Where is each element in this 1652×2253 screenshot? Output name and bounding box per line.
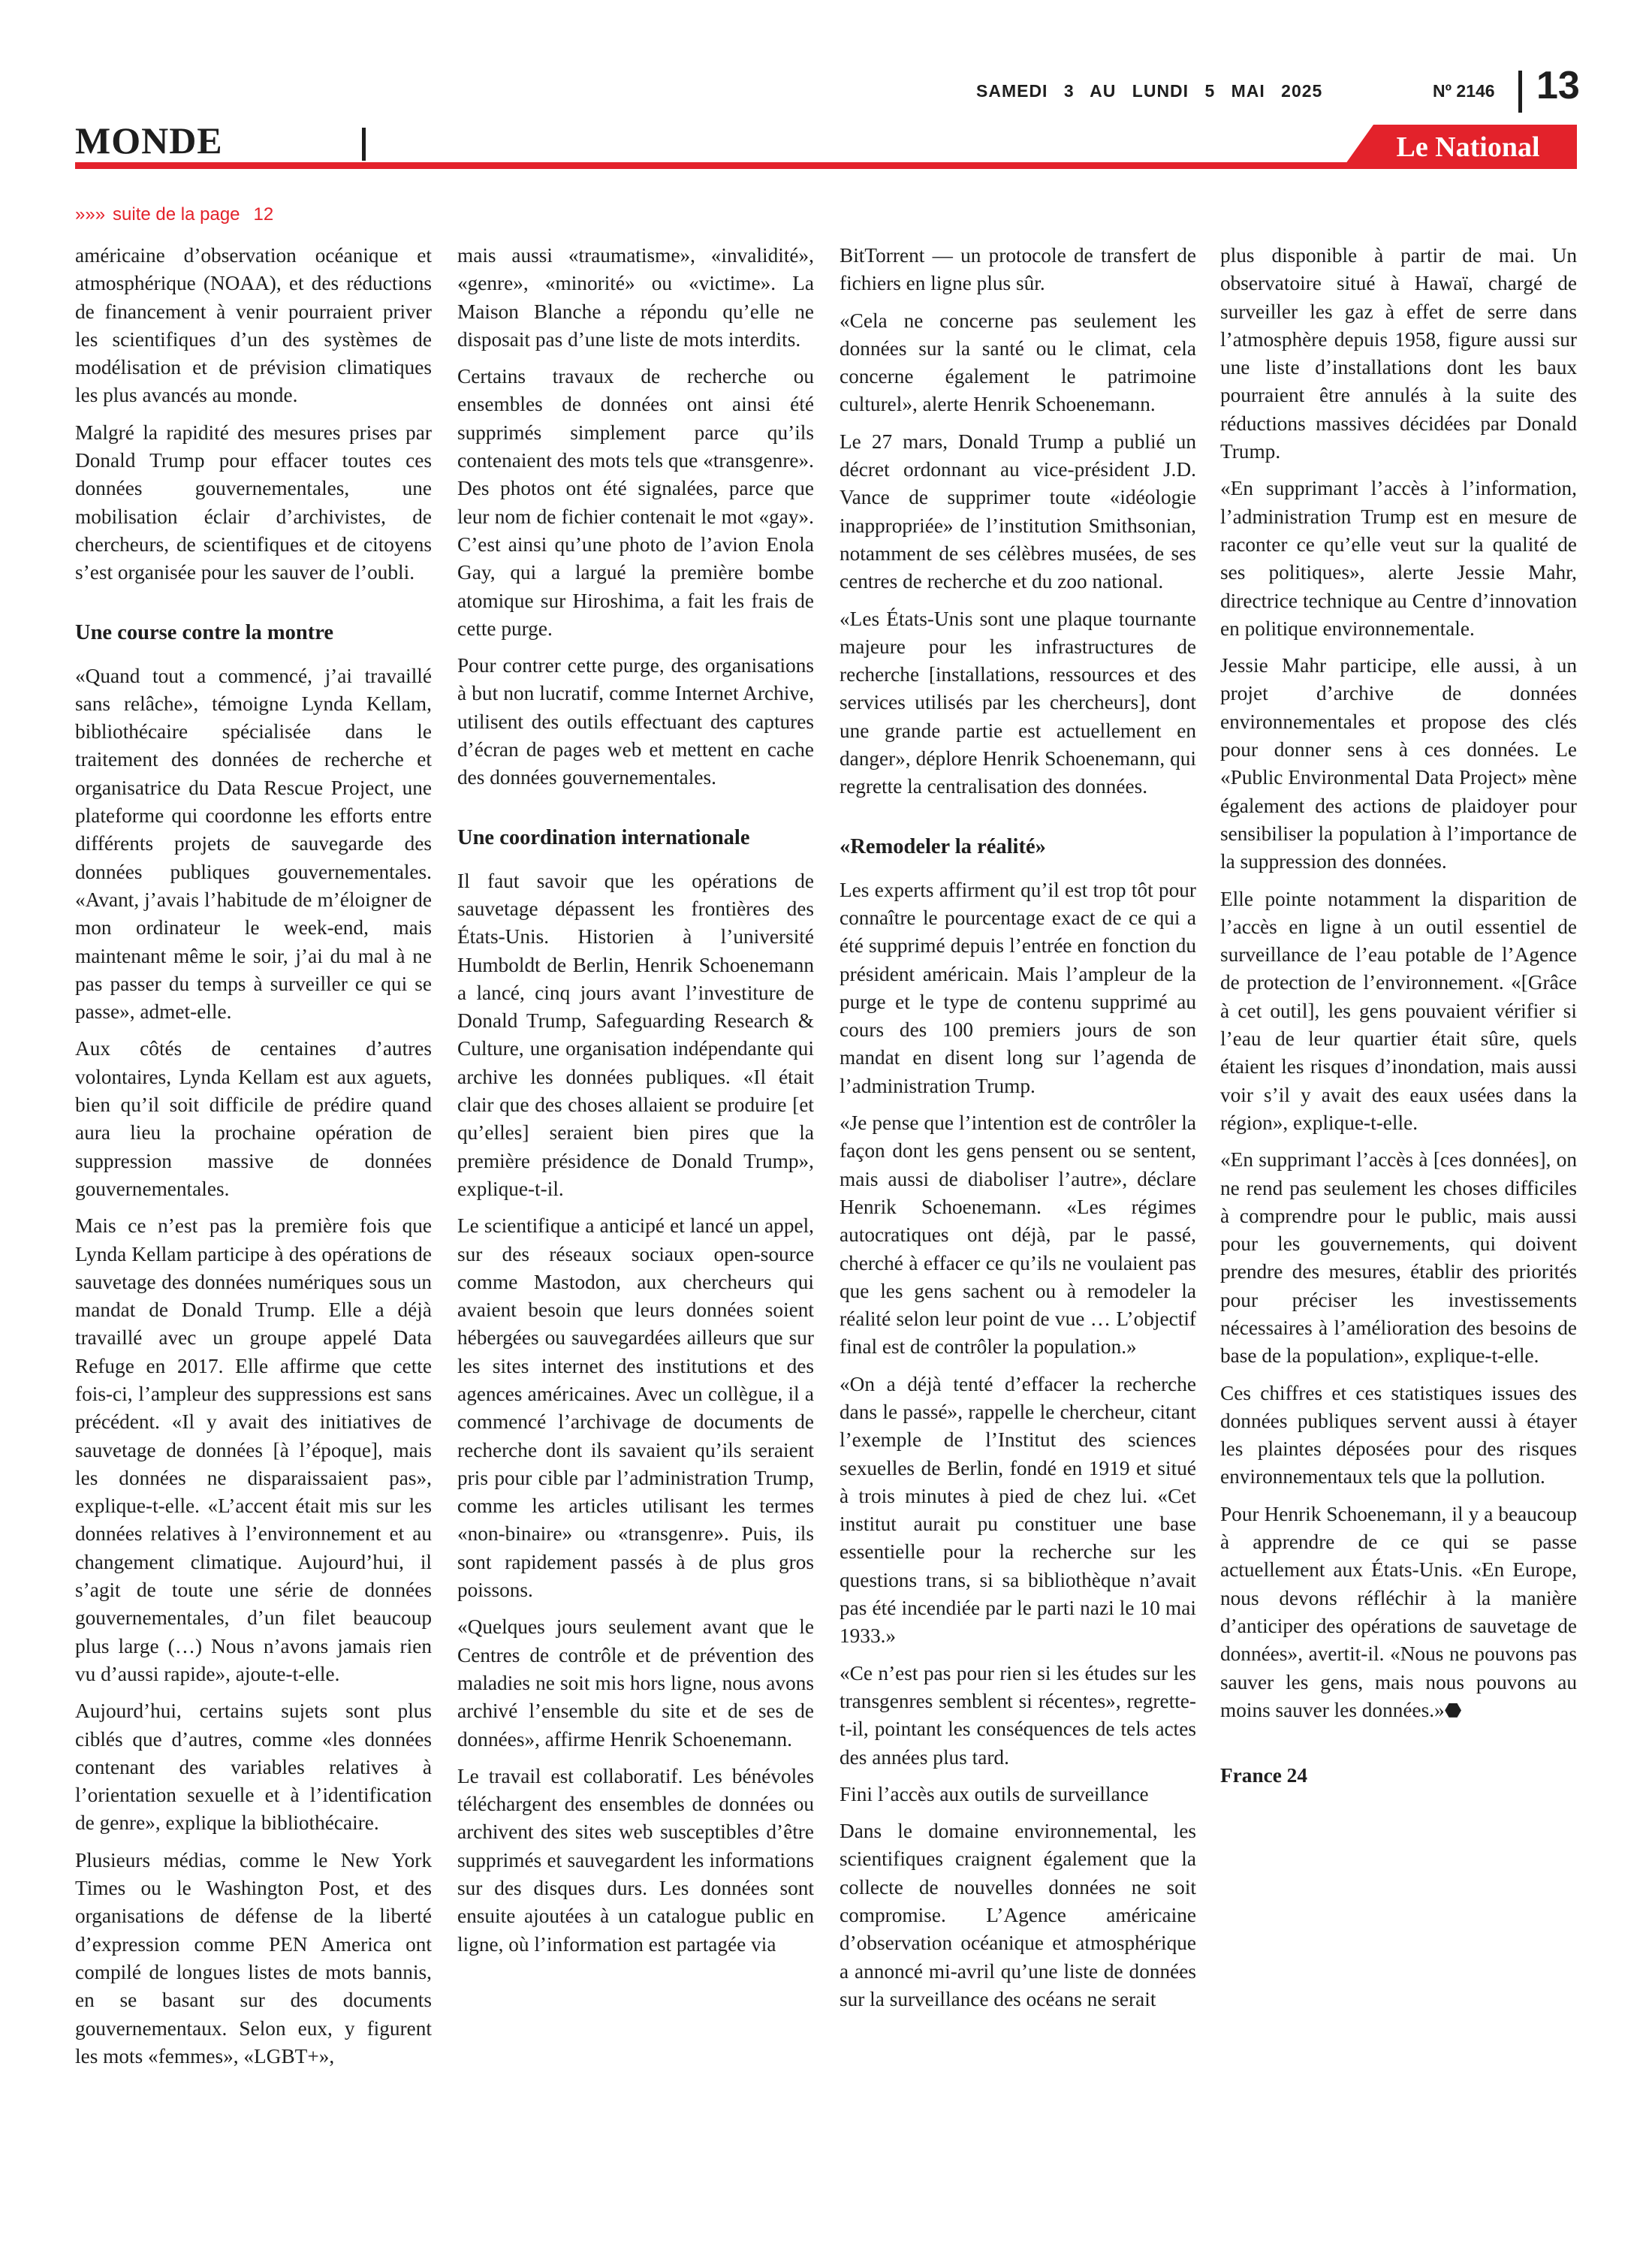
section-divider bbox=[362, 128, 366, 161]
paragraph: «Je pense que l’intention est de contrôler la façon dont les gens pensent ou se sentent, mais aussi de diaboliser l’autre», déclare Henrik Schoenemann. «Les régimes autocratiques ont déjà, par le passé, cherché à effacer ce qu’ils ne voulaient pas que les gens sachent ou à remodeler la réalité selon leur point de vue … L’objectif final est de contrôler la population.» bbox=[840, 1111, 1196, 1359]
paragraph: Dans le domaine environnemental, les scientifiques craignent également que la collecte de nouvelles données ne soit compromise. L’Agence américaine d’observation océanique et atmosphérique a annoncé mi-avril qu’une liste de données sur la surveillance des océans ne serait bbox=[840, 1820, 1196, 2010]
paragraph: Le 27 mars, Donald Trump a publié un décret ordonnant au vice-président J.D. Vance de supprimer toute «idéologie inappropriée» de l’institution Smithsonian, notamment de ses célèbres musées, de ses centres de recherche et du zoo national. bbox=[840, 430, 1196, 593]
paragraph: Mais ce n’est pas la première fois que Lynda Kellam participe à des opérations de sauvetage des données numériques sous un mandat de Donald Trump. Elle a déjà travaillé avec un groupe appelé Data Refuge en 2017. Elle affirme que cette fois-ci, l’ampleur des suppressions est sans précédent. «Il y avait des initiatives de sauvetage de données [à l’époque], mais les données ne disparaissaient pas», explique-t-elle. «L’accent était mis sur les données relatives à l’environnement et au changement climatique. Aujourd’hui, il s’agit de toute une série de données gouvernementales, d’un filet beaucoup plus large (…) Nous n’avons jamais rien vu d’aussi rapide», ajoute-t-elle. bbox=[75, 1214, 432, 1685]
paragraph: Plusieurs médias, comme le New York Times ou le Washington Post, et des organisations de défense de la liberté d’expression comme PEN America ont compilé de longues listes de mots bannis, en se basant sur des documents gouvernementaux. Selon eux, y figurent les mots «femmes», «LGBT+», bbox=[75, 1848, 432, 2068]
article-column-2 bbox=[457, 242, 814, 1968]
article-column-3 bbox=[840, 242, 1196, 2022]
paragraph: mais aussi «traumatisme», «invalidité», «genre», «minorité» ou «victime». La Maison Blanche a répondu qu’elle ne disposait pas d’une liste de mots interdits. bbox=[457, 244, 814, 351]
issue-date: SAMEDI 3 AU LUNDI 5 MAI 2025 bbox=[976, 81, 1323, 101]
continuation-label: suite de la page bbox=[113, 204, 240, 225]
article-column-4 bbox=[1220, 242, 1577, 1799]
paragraph: Le scientifique a anticipé et lancé un appel, sur des réseaux sociaux open-source comme Mastodon, aux chercheurs qui avaient besoin que leurs données soient hébergées ou sauvegardées ailleurs que sur les sites internet des institutions et des agences américaines. Avec un collègue, il a commencé l’archivage de documents de recherche dont ils savaient qu’ils seraient pris pour cible par l’administration Trump, comme les articles utilisant les termes «non-binaire» ou «transgenre». Puis, ils sont rapidement passés à de plus gros poissons. bbox=[457, 1214, 814, 1602]
brand-name: Le National bbox=[1396, 131, 1540, 163]
paragraph: américaine d’observation océanique et atmosphérique (NOAA), et des réductions de financement à venir pourraient priver les scientifiques d’un des systèmes de modélisation et de prévision climatiques les plus avancés au monde. bbox=[75, 244, 432, 407]
issue-number: Nº 2146 bbox=[1433, 81, 1495, 101]
header-divider bbox=[1518, 71, 1522, 113]
source-credit: France 24 bbox=[1220, 1764, 1307, 1787]
paragraph: «Quand tout a commencé, j’ai travaillé sans relâche», témoigne Lynda Kellam, bibliothécaire spécialisée dans le traitement des données de recherche et organisatrice du Data Rescue Project, une plateforme qui coordonne les efforts entre différents projets de sauvegarde des données publiques gouvernementales. «Avant, j’avais l’habitude de m’éloigner de mon ordinateur le week-end, mais maintenant même le soir, j’ai du mal à ne pas passer du temps à surveiller ce qui se passe», admet-elle. bbox=[75, 664, 432, 1024]
paragraph-text: Pour Henrik Schoenemann, il y a beaucoup à apprendre de ce qui se passe actuellement aux États-Unis. «En Europe, nous devons réfléchir à la manière d’anticiper des opérations de sauvetage de données», avertit-il. «Nous ne pouvons pas sauver les gens, mais nous pouvons au moins sauver les données.» bbox=[1220, 1502, 1577, 1721]
subheading: Une coordination internationale bbox=[457, 825, 750, 849]
paragraph: Il faut savoir que les opérations de sauvetage dépassent les frontières des États-Unis. Historien à l’université Humboldt de Berlin, Henrik Schoenemann a lancé, cinq jours avant l’investiture de Donald Trump, Safeguarding Research & Culture, une organisation indépendante qui archive les données publiques. «Il était clair que des choses allaient se produire [et qu’elles] seraient bien pires que la première présidence de Donald Trump», explique-t-il. bbox=[457, 869, 814, 1200]
end-of-article-icon: ⬣ bbox=[1444, 1699, 1462, 1721]
paragraph: Les experts affirment qu’il est trop tôt pour connaître le pourcentage exact de ce qui a été supprimé depuis l’entrée en fonction du président américain. Mais l’ampleur de la purge et le type de contenu supprimé au cours des 100 premiers jours de son mandat en disent long sur l’agenda de l’administration Trump. bbox=[840, 878, 1196, 1097]
paragraph: Certains travaux de recherche ou ensembles de données ont ainsi été supprimés simplement parce qu’ils contenaient des mots tels que «transgenre». Des photos ont été signalées, parce que leur nom de fichier contenait le mot «gay». C’est ainsi qu’une photo de l’avion Enola Gay, qui a largué la première bombe atomique sur Hiroshima, a fait les frais de cette purge. bbox=[457, 365, 814, 640]
paragraph: Aujourd’hui, certains sujets sont plus ciblés que d’autres, comme «les données contenant des variables relatives à l’orientation sexuelle et à l’identification de genre», explique la bibliothécaire. bbox=[75, 1700, 432, 1835]
paragraph: Jessie Mahr participe, elle aussi, à un projet d’archive de données environnementales et propose des clés pour donner sens à ces données. Le «Public Environmental Data Project» mène également des actions de plaidoyer pour sensibiliser la population à l’importance de la suppression des données. bbox=[1220, 654, 1577, 873]
continuation-page: 12 bbox=[253, 204, 274, 225]
paragraph: «Quelques jours seulement avant que le Centres de contrôle et de prévention des maladies ne soit mis hors ligne, nous avons archivé l’ensemble du site et de ses de données», affirme Henrik Schoenemann. bbox=[457, 1615, 814, 1751]
paragraph: Ces chiffres et ces statistiques issues des données publiques servent aussi à étayer les plaintes déposées pour des risques environnementaux tels que la pollution. bbox=[1220, 1381, 1577, 1488]
article-column-1 bbox=[75, 242, 432, 2080]
paragraph: Le travail est collaboratif. Les bénévoles téléchargent des ensembles de données ou archivent des sites web susceptibles d’être supprimés et sauvegardent les informations sur des disques durs. Les données sont ensuite ajoutées à un catalogue public en ligne, où l’information est partagée via bbox=[457, 1764, 814, 1956]
subheading: «Remodeler la réalité» bbox=[840, 834, 1046, 858]
paragraph: «Ce n’est pas pour rien si les études sur les transgenres semblent si récentes», regrette-t-il, pointant les conséquences de tels actes des années plus tard. bbox=[840, 1661, 1196, 1769]
section-title: MONDE bbox=[75, 119, 223, 161]
subheading: Une course contre la montre bbox=[75, 620, 334, 644]
continuation-marker: »»» bbox=[75, 204, 106, 225]
page-number: 13 bbox=[1536, 64, 1580, 107]
paragraph: plus disponible à partir de mai. Un observatoire situé à Hawaï, chargé de surveiller les gaz à effet de serre dans l’atmosphère depuis 1958, figure aussi sur une liste d’installations dont les baux pourraient être annulés à la suite des réductions massives décidées par Donald Trump. bbox=[1220, 244, 1577, 463]
paragraph: Elle pointe notamment la disparition de l’accès en ligne à un outil essentiel de surveillance de l’eau potable de l’Agence de protection de l’environnement. «[Grâce à cet outil], les gens pouvaient vérifier si l’eau de leur quartier était sûre, quels étaient les risques d’inondation, mais aussi voir s’il y avait des eaux usées dans la région», explique-t-elle. bbox=[1220, 887, 1577, 1134]
paragraph: BitTorrent — un protocole de transfert de fichiers en ligne plus sûr. bbox=[840, 244, 1196, 295]
paragraph: «On a déjà tenté d’effacer la recherche dans le passé», rappelle le chercheur, citant l’exemple de l’Institut des sciences sexuelles de Berlin, fondé en 1919 et situé à trois minutes à pied de chez lui. «Cet institut aurait pu constituer une base essentielle pour la recherche sur les questions trans, si sa bibliothèque n’avait pas été incendiée par le parti nazi le 10 mai 1933.» bbox=[840, 1372, 1196, 1648]
paragraph: Pour contrer cette purge, des organisations à but non lucratif, comme Internet Archive, utilisent des outils effectuant des captures d’écran de pages web et mettent en cache des données gouvernementales. bbox=[457, 654, 814, 789]
paragraph: Malgré la rapidité des mesures prises par Donald Trump pour effacer toutes ces données gouvernementales, une mobilisation éclair d’archivistes, de chercheurs, de scientifiques et de citoyens s’est organisée pour les sauver de l’oubli. bbox=[75, 421, 432, 584]
paragraph: Aux côtés de centaines d’autres volontaires, Lynda Kellam est aux aguets, bien qu’il soit difficile de prédire quand aura lieu la prochaine opération de suppression massive de données gouvernementales. bbox=[75, 1037, 432, 1200]
paragraph: «Les États-Unis sont une plaque tournante majeure pour les infrastructures de recherche [installations, ressources et des services utilisés par les chercheurs], dont une grande partie est actuellement en danger», déplore Henrik Schoenemann, qui regrette la centralisation des données. bbox=[840, 607, 1196, 798]
subheading-plain: Fini l’accès aux outils de surveillance bbox=[840, 1782, 1149, 1805]
paragraph bbox=[1220, 1500, 1577, 1724]
continuation-note bbox=[75, 204, 273, 225]
paragraph: «En supprimant l’accès à [ces données], on ne rend pas seulement les choses difficiles à comprendre pour le public, mais aussi pour les gouvernements, qui doivent prendre des mesures, établir des priorités pour préciser les investissements nécessaires à l’amélioration des besoins de base de la population», explique-t-elle. bbox=[1220, 1148, 1577, 1368]
paragraph: «Cela ne concerne pas seulement les données sur la santé ou le climat, cela concerne également le patrimoine culturel», alerte Henrik Schoenemann. bbox=[840, 309, 1196, 416]
paragraph: «En supprimant l’accès à l’information, l’administration Trump est en mesure de raconter ce qu’elle veut sur la qualité de ses politiques», alerte Jessie Mahr, directrice technique au Centre d’innovation en politique environnementale. bbox=[1220, 477, 1577, 640]
